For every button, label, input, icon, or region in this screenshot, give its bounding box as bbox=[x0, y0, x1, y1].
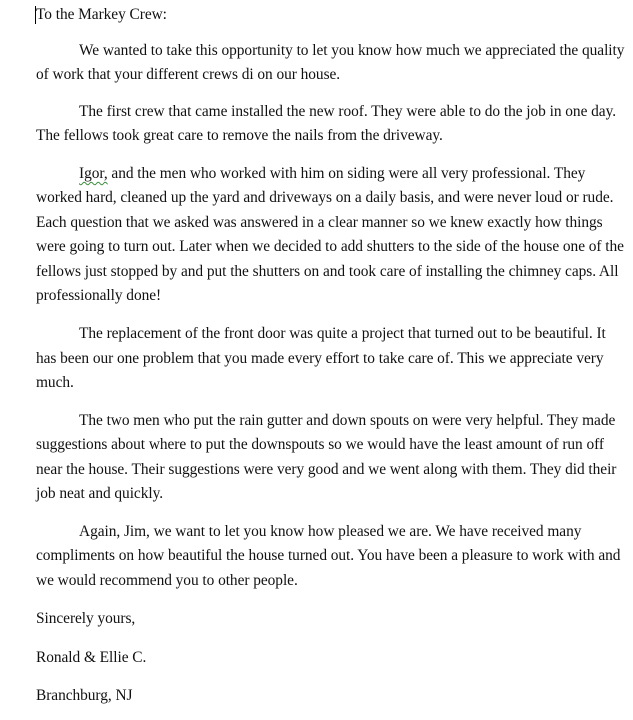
salutation: To the Markey Crew: bbox=[36, 6, 167, 23]
paragraph-2-line-1: The first crew that came installed the new roof. They were able to do the job in one day. bbox=[79, 103, 617, 120]
paragraph-3-line-1-text: and the men who worked with him on siding were all very professional. They bbox=[107, 165, 586, 182]
paragraph-3-line-6: professionally done! bbox=[36, 287, 162, 304]
paragraph-6-line-1: Again, Jim, we want to let you know how pleased we are. We have received many bbox=[79, 523, 582, 540]
paragraph-3-line-1 bbox=[79, 164, 585, 184]
paragraph-5-line-3: near the house. Their suggestions were very good and we went along with them. They did their bbox=[36, 461, 617, 478]
paragraph-4-line-1: The replacement of the front door was quite a project that turned out to be beautiful. It bbox=[79, 325, 606, 342]
paragraph-5-line-2: suggestions about where to put the downspouts so we would have the least amount of run off bbox=[36, 436, 604, 453]
paragraph-3-line-3: Each question that we asked was answered in a clear manner so we knew exactly how things bbox=[36, 214, 603, 231]
paragraph-1-line-2: of work that your different crews di on our house. bbox=[36, 66, 341, 83]
paragraph-6-line-2: compliments on how beautiful the house turned out. You have been a pleasure to work with and bbox=[36, 547, 621, 564]
paragraph-3-line-4: were going to turn out. Later when we decided to add shutters to the side of the house one of the bbox=[36, 238, 624, 255]
closing: Sincerely yours, bbox=[36, 610, 136, 627]
paragraph-3-line-5: fellows just stopped by and put the shutters on and took care of installing the chimney caps. All bbox=[36, 263, 619, 280]
paragraph-4-line-3: much. bbox=[36, 374, 74, 391]
signature: Ronald & Ellie C. bbox=[36, 649, 147, 666]
paragraph-2-line-2: The fellows took great care to remove the nails from the driveway. bbox=[36, 127, 443, 144]
spellcheck-word[interactable]: Igor, bbox=[79, 165, 108, 182]
location: Branchburg, NJ bbox=[36, 687, 133, 704]
paragraph-1-line-1: We wanted to take this opportunity to let you know how much we appreciated the quality bbox=[79, 42, 625, 59]
paragraph-3-line-2: worked hard, cleaned up the yard and driveways on a daily basis, and were never loud or rude. bbox=[36, 189, 614, 206]
paragraph-5-line-4: job neat and quickly. bbox=[36, 485, 164, 502]
paragraph-6-line-3: we would recommend you to other people. bbox=[36, 572, 298, 589]
paragraph-5-line-1: The two men who put the rain gutter and down spouts on were very helpful. They made bbox=[79, 412, 616, 429]
paragraph-4-line-2: has been our one problem that you made every effort to take care of. This we appreciate very bbox=[36, 350, 604, 367]
